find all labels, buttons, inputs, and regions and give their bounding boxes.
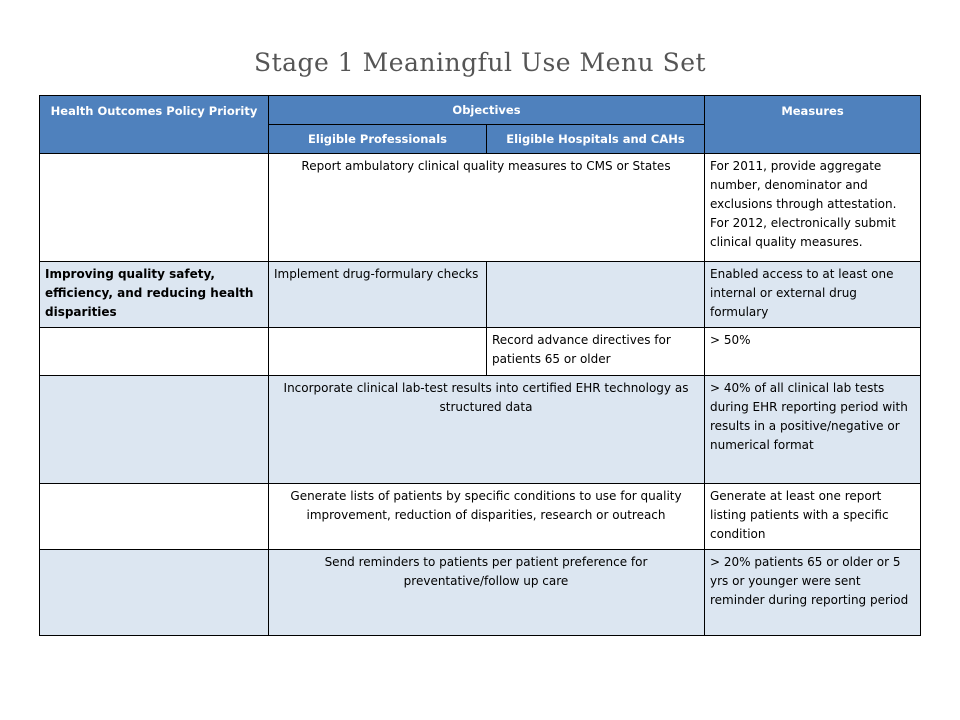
- header-measures: Measures: [705, 96, 921, 154]
- header-eligible-professionals: Eligible Professionals: [269, 125, 487, 154]
- header-priority: Health Outcomes Policy Priority: [40, 96, 269, 154]
- menu-set-table: [39, 95, 921, 636]
- objective-hosp-cell: [487, 262, 705, 328]
- objective-cell: Generate lists of patients by specific conditions to use for quality improvement, reduction of disparities, research or outreach: [269, 484, 705, 550]
- table-row: [40, 262, 921, 328]
- table-row: [40, 484, 921, 550]
- priority-cell: [40, 376, 269, 484]
- measure-cell: Enabled access to at least one internal or external drug formulary: [705, 262, 921, 328]
- table-row: [40, 376, 921, 484]
- measure-cell: For 2011, provide aggregate number, denominator and exclusions through attestation. For 2012, electronically submit clinical quality measures.: [705, 154, 921, 262]
- objective-ep-cell: [269, 328, 487, 376]
- priority-cell: [40, 550, 269, 636]
- objective-cell: Send reminders to patients per patient preference for preventative/follow up care: [269, 550, 705, 636]
- slide-title: Stage 1 Meaningful Use Menu Set: [253, 48, 707, 77]
- objective-hosp-cell: Record advance directives for patients 65 or older: [487, 328, 705, 376]
- objective-cell: Incorporate clinical lab-test results into certified EHR technology as structured data: [269, 376, 705, 484]
- measure-cell: Generate at least one report listing patients with a specific condition: [705, 484, 921, 550]
- measure-cell: > 50%: [705, 328, 921, 376]
- table-row: [40, 328, 921, 376]
- table-row: [40, 550, 921, 636]
- header-row-top: [40, 96, 921, 125]
- objective-ep-cell: Implement drug-formulary checks: [269, 262, 487, 328]
- priority-cell: [40, 484, 269, 550]
- priority-cell: Improving quality safety, efficiency, and reducing health disparities: [40, 262, 269, 328]
- measure-cell: > 40% of all clinical lab tests during EHR reporting period with results in a positive/negative or numerical format: [705, 376, 921, 484]
- priority-cell: [40, 154, 269, 262]
- header-eligible-hospitals: Eligible Hospitals and CAHs: [487, 125, 705, 154]
- measure-cell: > 20% patients 65 or older or 5 yrs or younger were sent reminder during reporting period: [705, 550, 921, 636]
- objective-cell: Report ambulatory clinical quality measures to CMS or States: [269, 154, 705, 262]
- priority-cell: [40, 328, 269, 376]
- table-row: [40, 154, 921, 262]
- header-objectives: Objectives: [269, 96, 705, 125]
